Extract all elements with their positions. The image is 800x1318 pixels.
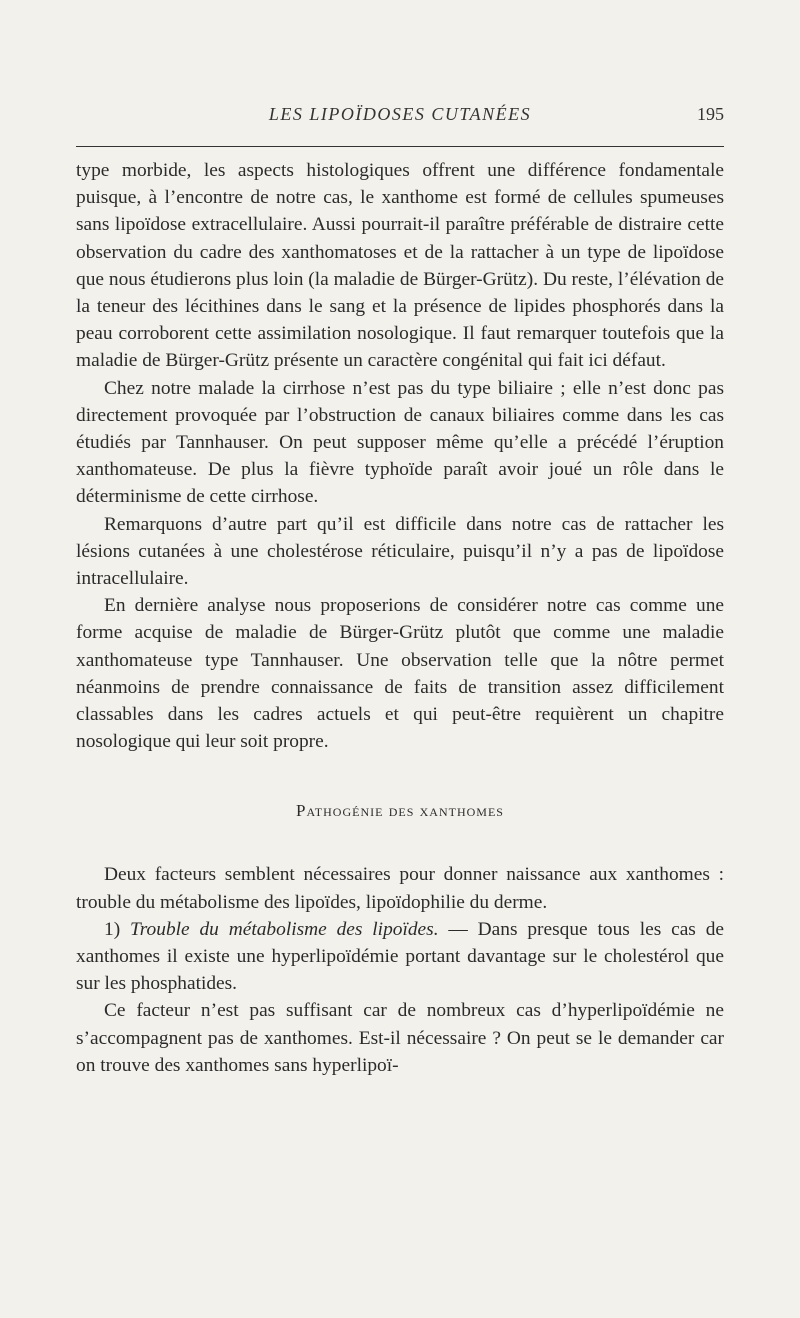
book-page <box>76 100 724 1079</box>
paragraph-6-rest: — Dans presque tous les cas de xanthomes il existe une hyperlipoïdémie portant davantage sur le cholestérol que sur les phosphatides. <box>76 918 725 995</box>
paragraph-5: Deux facteurs semblent nécessaires pour donner naissance aux xanthomes : trouble du métabolisme des lipoïdes, lipoïdophilie du derme. <box>76 864 724 913</box>
paragraph-3: Remarquons d’autre part qu’il est difficile dans notre cas de rattacher les lésions cutanées à une cholestérose réticulaire, puisqu’il n’y a pas de lipoïdose intracellulaire. <box>76 513 724 590</box>
running-head <box>76 100 724 134</box>
header-rule <box>76 146 724 147</box>
paragraph-1: type morbide, les aspects histologiques offrent une différence fondamentale puisque, à l’encontre de notre cas, le xanthome est formé de cellules spumeuses sans lipoïdose extracellulaire. Aussi pourrait-il paraître préférable de distraire cette observation du cadre des xanthomatoses et de la rattacher à un type de lipoïdose que nous étudierons plus loin (la maladie de Bürger-Grütz). Du reste, l’élévation de la teneur des lécithines dans le sang et la présence de lipides phosphorés dans la peau corroborent cette assimilation nosologique. Il faut remarquer toutefois que la maladie de Bürger-Grütz présente un caractère congénital qui fait ici défaut. <box>76 160 724 372</box>
paragraph-4: En dernière analyse nous proposerions de considérer notre cas comme une forme acquise de maladie de Bürger-Grütz plutôt que comme une maladie xanthomateuse type Tannhauser. Une observation telle que la nôtre permet néanmoins de prendre connaissance de faits de transition assez difficilement classables dans les cadres actuels et qui peut-être requièrent un chapitre nosologique qui leur soit propre. <box>76 595 724 753</box>
paragraph-2: Chez notre malade la cirrhose n’est pas du type biliaire ; elle n’est donc pas directement provoquée par l’obstruction de canaux biliaires comme dans les cas étudiés par Tannhauser. On peut supposer même qu’elle a précédé l’éruption xanthomateuse. De plus la fièvre typhoïde paraît avoir joué un rôle dans le déterminisme de cette cirrhose. <box>76 377 724 508</box>
paragraph-6 <box>76 916 724 998</box>
paragraph-7: Ce facteur n’est pas suffisant car de nombreux cas d’hyperlipoïdémie ne s’accompagnent pas de xanthomes. Est-il nécessaire ? On peut se le demander car on trouve des xanthomes sans hyperlipoï- <box>76 1000 724 1076</box>
paragraph-6-number: 1) <box>104 918 131 940</box>
section-heading: Pathogénie des xanthomes <box>296 801 504 821</box>
running-title: LES LIPOÏDOSES CUTANÉES <box>268 104 532 124</box>
page-number: 195 <box>697 104 724 124</box>
paragraph-6-title: Trouble du métabolisme des lipoïdes. <box>130 918 439 940</box>
